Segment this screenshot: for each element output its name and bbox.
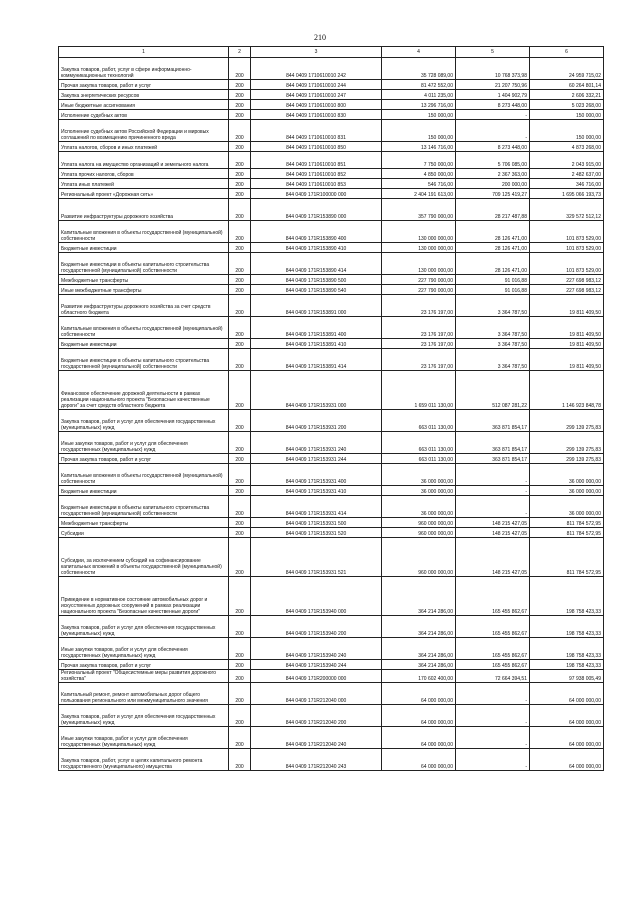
- cell-classification-code: 844 0409 1710610010 244: [251, 80, 382, 90]
- cell-classification-code: 844 0409 171R153940 200: [251, 616, 382, 638]
- cell-unexecuted-amount: 1 695 066 193,73: [530, 189, 604, 199]
- table-row: [59, 577, 604, 616]
- table-row: [59, 528, 604, 538]
- table-row: [59, 496, 604, 518]
- budget-execution-table: [58, 46, 604, 771]
- cell-approved-amount: 36 000 000,00: [382, 464, 456, 486]
- cell-name: Уплата налогов, сборов и иных платежей: [59, 142, 229, 152]
- cell-name: Бюджетные инвестиции: [59, 339, 229, 349]
- cell-line-code: 200: [229, 749, 251, 771]
- cell-unexecuted-amount: 299 139 275,83: [530, 454, 604, 464]
- cell-executed-amount: -: [456, 464, 530, 486]
- cell-line-code: 200: [229, 705, 251, 727]
- cell-line-code: 200: [229, 275, 251, 285]
- cell-name: Прочая закупка товаров, работ и услуг: [59, 80, 229, 90]
- cell-executed-amount: 72 664 394,51: [456, 670, 530, 683]
- cell-name: Субсидии, за исключением субсидий на софинансирование капитальных вложений в объекты государственной (муниципальной) собственности: [59, 538, 229, 577]
- cell-executed-amount: 28 217 487,88: [456, 199, 530, 221]
- cell-name: Межбюджетные трансферты: [59, 518, 229, 528]
- cell-classification-code: 844 0409 171R153931 244: [251, 454, 382, 464]
- cell-unexecuted-amount: 299 139 275,83: [530, 410, 604, 432]
- cell-unexecuted-amount: 811 784 572,95: [530, 518, 604, 528]
- cell-unexecuted-amount: 2 606 332,21: [530, 90, 604, 100]
- table-row: [59, 349, 604, 371]
- cell-line-code: 200: [229, 670, 251, 683]
- cell-approved-amount: 663 011 130,00: [382, 432, 456, 454]
- cell-name: Иные бюджетные ассигнования: [59, 100, 229, 110]
- cell-name: Иные закупки товаров, работ и услуг для обеспечения государственных (муниципальных) нужд: [59, 638, 229, 660]
- cell-line-code: 200: [229, 371, 251, 410]
- table-row: [59, 616, 604, 638]
- cell-executed-amount: 28 126 471,00: [456, 243, 530, 253]
- cell-name: Бюджетные инвестиции в объекты капитального строительства государственной (муниципальной) собственности: [59, 496, 229, 518]
- table-header-row: [59, 47, 604, 58]
- cell-executed-amount: 148 215 427,05: [456, 538, 530, 577]
- cell-approved-amount: 357 790 000,00: [382, 199, 456, 221]
- cell-line-code: 200: [229, 90, 251, 100]
- table-row: [59, 100, 604, 110]
- cell-name: Иные закупки товаров, работ и услуг для обеспечения государственных (муниципальных) нужд: [59, 432, 229, 454]
- cell-classification-code: 844 0409 171R153890 400: [251, 221, 382, 243]
- cell-classification-code: 844 0409 1710610010 800: [251, 100, 382, 110]
- cell-line-code: 200: [229, 179, 251, 189]
- cell-unexecuted-amount: 150 000,00: [530, 110, 604, 120]
- cell-line-code: 200: [229, 410, 251, 432]
- cell-name: Межбюджетные трансферты: [59, 275, 229, 285]
- column-header-1: 1: [59, 47, 229, 58]
- column-header-6: 6: [530, 47, 604, 58]
- cell-executed-amount: 28 126 471,00: [456, 253, 530, 275]
- table-row: [59, 110, 604, 120]
- cell-executed-amount: 709 125 419,27: [456, 189, 530, 199]
- cell-unexecuted-amount: 36 000 000,00: [530, 486, 604, 496]
- cell-approved-amount: 81 472 552,00: [382, 80, 456, 90]
- cell-approved-amount: 960 000 000,00: [382, 518, 456, 528]
- cell-name: Прочая закупка товаров, работ и услуг: [59, 454, 229, 464]
- table-row: [59, 464, 604, 486]
- cell-unexecuted-amount: 36 000 000,00: [530, 496, 604, 518]
- cell-name: Закупка энергетических ресурсов: [59, 90, 229, 100]
- cell-approved-amount: 364 214 286,00: [382, 660, 456, 670]
- cell-executed-amount: 200 000,00: [456, 179, 530, 189]
- cell-name: Закупка товаров, работ и услуг для обеспечения государственных (муниципальных) нужд: [59, 616, 229, 638]
- cell-line-code: 200: [229, 189, 251, 199]
- cell-approved-amount: 364 214 286,00: [382, 577, 456, 616]
- cell-classification-code: 844 0409 171R153931 400: [251, 464, 382, 486]
- cell-unexecuted-amount: 299 139 275,83: [530, 432, 604, 454]
- cell-executed-amount: 3 364 787,50: [456, 339, 530, 349]
- cell-line-code: 200: [229, 518, 251, 528]
- cell-executed-amount: 3 364 787,50: [456, 349, 530, 371]
- table-row: [59, 221, 604, 243]
- cell-executed-amount: 91 016,88: [456, 285, 530, 295]
- cell-line-code: 200: [229, 683, 251, 705]
- cell-executed-amount: 3 364 787,50: [456, 295, 530, 317]
- cell-approved-amount: 1 659 011 130,00: [382, 371, 456, 410]
- cell-unexecuted-amount: 19 811 409,50: [530, 349, 604, 371]
- cell-classification-code: 844 0409 171R153891 400: [251, 317, 382, 339]
- cell-unexecuted-amount: 329 572 512,12: [530, 199, 604, 221]
- cell-name: Закупка товаров, работ и услуг для обеспечения государственных (муниципальных) нужд: [59, 705, 229, 727]
- cell-classification-code: 844 0409 1710610010 831: [251, 120, 382, 142]
- cell-line-code: 200: [229, 727, 251, 749]
- cell-unexecuted-amount: 4 873 268,00: [530, 142, 604, 152]
- cell-approved-amount: 130 000 000,00: [382, 243, 456, 253]
- cell-unexecuted-amount: 19 811 409,50: [530, 317, 604, 339]
- table-row: [59, 169, 604, 179]
- table-row: [59, 486, 604, 496]
- cell-approved-amount: 546 716,00: [382, 179, 456, 189]
- cell-name: Бюджетные инвестиции в объекты капитального строительства государственной (муниципальной) собственности: [59, 349, 229, 371]
- cell-approved-amount: 364 214 286,00: [382, 616, 456, 638]
- table-row: [59, 454, 604, 464]
- page-number: 210: [314, 33, 326, 42]
- cell-unexecuted-amount: 19 811 409,50: [530, 295, 604, 317]
- cell-classification-code: 844 0409 171R153890 540: [251, 285, 382, 295]
- cell-approved-amount: 364 214 286,00: [382, 638, 456, 660]
- cell-executed-amount: -: [456, 683, 530, 705]
- cell-line-code: 200: [229, 80, 251, 90]
- cell-name: Капитальные вложения в объекты государственной (муниципальной) собственности: [59, 317, 229, 339]
- cell-classification-code: 844 0409 171R212040 243: [251, 749, 382, 771]
- cell-executed-amount: 165 455 862,67: [456, 616, 530, 638]
- cell-name: Исполнение судебных актов: [59, 110, 229, 120]
- cell-approved-amount: 150 000,00: [382, 110, 456, 120]
- cell-unexecuted-amount: 150 000,00: [530, 120, 604, 142]
- cell-unexecuted-amount: 198 758 423,33: [530, 577, 604, 616]
- cell-executed-amount: -: [456, 749, 530, 771]
- cell-approved-amount: 150 000,00: [382, 120, 456, 142]
- cell-executed-amount: 165 455 862,67: [456, 660, 530, 670]
- cell-classification-code: 844 0409 171R100000 000: [251, 189, 382, 199]
- cell-line-code: 200: [229, 660, 251, 670]
- cell-classification-code: 844 0409 1710610010 850: [251, 142, 382, 152]
- cell-executed-amount: -: [456, 496, 530, 518]
- cell-classification-code: 844 0409 171R153931 521: [251, 538, 382, 577]
- cell-name: Бюджетные инвестиции: [59, 243, 229, 253]
- cell-line-code: 200: [229, 285, 251, 295]
- cell-approved-amount: 64 000 000,00: [382, 749, 456, 771]
- table-row: [59, 199, 604, 221]
- cell-unexecuted-amount: 60 264 801,14: [530, 80, 604, 90]
- table-row: [59, 189, 604, 199]
- cell-classification-code: 844 0409 171R153940 244: [251, 660, 382, 670]
- cell-executed-amount: 165 455 862,67: [456, 638, 530, 660]
- cell-unexecuted-amount: 64 000 000,00: [530, 705, 604, 727]
- cell-approved-amount: 64 000 000,00: [382, 683, 456, 705]
- cell-executed-amount: 363 871 854,17: [456, 432, 530, 454]
- cell-approved-amount: 23 176 197,00: [382, 317, 456, 339]
- cell-executed-amount: 8 273 448,00: [456, 100, 530, 110]
- cell-line-code: 200: [229, 58, 251, 80]
- cell-unexecuted-amount: 5 023 268,00: [530, 100, 604, 110]
- cell-classification-code: 844 0409 171R153931 520: [251, 528, 382, 538]
- cell-line-code: 200: [229, 339, 251, 349]
- cell-line-code: 200: [229, 349, 251, 371]
- cell-unexecuted-amount: 64 000 000,00: [530, 727, 604, 749]
- cell-executed-amount: 3 364 787,50: [456, 317, 530, 339]
- cell-executed-amount: 28 126 471,00: [456, 221, 530, 243]
- table-row: [59, 58, 604, 80]
- cell-name: Закупка товаров, работ, услуг в целях капитального ремонта государственного (муниципального) имущества: [59, 749, 229, 771]
- cell-line-code: 200: [229, 432, 251, 454]
- cell-unexecuted-amount: 101 873 529,00: [530, 243, 604, 253]
- cell-name: Развитие инфраструктуры дорожного хозяйства за счет средств областного бюджета: [59, 295, 229, 317]
- column-header-2: 2: [229, 47, 251, 58]
- cell-classification-code: 844 0409 171R212040 000: [251, 683, 382, 705]
- cell-unexecuted-amount: 811 784 572,95: [530, 528, 604, 538]
- column-header-3: 3: [251, 47, 382, 58]
- cell-approved-amount: 663 011 130,00: [382, 410, 456, 432]
- cell-unexecuted-amount: 198 758 423,33: [530, 638, 604, 660]
- cell-executed-amount: 2 367 363,00: [456, 169, 530, 179]
- cell-unexecuted-amount: 24 959 715,02: [530, 58, 604, 80]
- cell-line-code: 200: [229, 100, 251, 110]
- cell-name: Развитие инфраструктуры дорожного хозяйства: [59, 199, 229, 221]
- cell-executed-amount: 21 207 750,96: [456, 80, 530, 90]
- cell-approved-amount: 13 146 716,00: [382, 142, 456, 152]
- cell-classification-code: 844 0409 171R153931 414: [251, 496, 382, 518]
- cell-approved-amount: 130 000 000,00: [382, 221, 456, 243]
- cell-name: Региональный проект «Дорожная сеть»: [59, 189, 229, 199]
- cell-approved-amount: 227 790 000,00: [382, 285, 456, 295]
- cell-classification-code: 844 0409 171R153931 200: [251, 410, 382, 432]
- cell-line-code: 200: [229, 538, 251, 577]
- cell-unexecuted-amount: 227 698 983,12: [530, 285, 604, 295]
- cell-line-code: 200: [229, 221, 251, 243]
- cell-name: Иные закупки товаров, работ и услуг для обеспечения государственных (муниципальных) нужд: [59, 727, 229, 749]
- cell-classification-code: 844 0409 1710610010 853: [251, 179, 382, 189]
- cell-classification-code: 844 0409 171R153940 000: [251, 577, 382, 616]
- cell-line-code: 200: [229, 110, 251, 120]
- cell-unexecuted-amount: 346 716,00: [530, 179, 604, 189]
- table-row: [59, 705, 604, 727]
- cell-line-code: 200: [229, 152, 251, 169]
- cell-approved-amount: 36 000 000,00: [382, 486, 456, 496]
- cell-classification-code: 844 0409 1710610010 242: [251, 58, 382, 80]
- cell-executed-amount: 10 768 373,98: [456, 58, 530, 80]
- cell-approved-amount: 960 000 000,00: [382, 538, 456, 577]
- cell-name: Иные межбюджетные трансферты: [59, 285, 229, 295]
- cell-approved-amount: 35 728 089,00: [382, 58, 456, 80]
- cell-classification-code: 844 0409 171R153891 410: [251, 339, 382, 349]
- cell-line-code: 200: [229, 486, 251, 496]
- cell-unexecuted-amount: 1 146 923 848,78: [530, 371, 604, 410]
- cell-approved-amount: 130 000 000,00: [382, 253, 456, 275]
- table-row: [59, 152, 604, 169]
- cell-unexecuted-amount: 2 482 637,00: [530, 169, 604, 179]
- cell-executed-amount: 363 871 854,17: [456, 410, 530, 432]
- cell-approved-amount: 663 011 130,00: [382, 454, 456, 464]
- cell-name: Капитальные вложения в объекты государственной (муниципальной) собственности: [59, 221, 229, 243]
- table-row: [59, 538, 604, 577]
- cell-executed-amount: 8 273 448,00: [456, 142, 530, 152]
- cell-classification-code: 844 0409 171R153931 240: [251, 432, 382, 454]
- cell-executed-amount: 1 404 902,79: [456, 90, 530, 100]
- cell-classification-code: 844 0409 171R153891 000: [251, 295, 382, 317]
- cell-classification-code: 844 0409 171R153891 414: [251, 349, 382, 371]
- cell-classification-code: 844 0409 1710610010 852: [251, 169, 382, 179]
- cell-line-code: 200: [229, 638, 251, 660]
- cell-line-code: 200: [229, 317, 251, 339]
- table-row: [59, 410, 604, 432]
- cell-approved-amount: 227 790 000,00: [382, 275, 456, 285]
- cell-classification-code: 844 0409 171R153890 500: [251, 275, 382, 285]
- cell-name: Приведение в нормативное состояние автомобильных дорог и искусственных дорожных сооружений в рамках реализации национального проекта "Безопасные качественные дороги": [59, 577, 229, 616]
- cell-unexecuted-amount: 97 938 005,49: [530, 670, 604, 683]
- cell-classification-code: 844 0409 171R153890 410: [251, 243, 382, 253]
- cell-unexecuted-amount: 36 000 000,00: [530, 464, 604, 486]
- cell-approved-amount: 64 000 000,00: [382, 727, 456, 749]
- cell-unexecuted-amount: 64 000 000,00: [530, 683, 604, 705]
- cell-approved-amount: 23 176 197,00: [382, 295, 456, 317]
- cell-unexecuted-amount: 811 784 572,95: [530, 538, 604, 577]
- cell-executed-amount: 148 215 427,05: [456, 528, 530, 538]
- cell-unexecuted-amount: 198 758 423,33: [530, 660, 604, 670]
- table-row: [59, 518, 604, 528]
- cell-line-code: 200: [229, 496, 251, 518]
- cell-unexecuted-amount: 227 698 983,12: [530, 275, 604, 285]
- cell-executed-amount: 5 706 085,00: [456, 152, 530, 169]
- table-row: [59, 432, 604, 454]
- table-row: [59, 317, 604, 339]
- table-row: [59, 285, 604, 295]
- cell-executed-amount: 148 215 427,05: [456, 518, 530, 528]
- cell-classification-code: 844 0409 171R153931 410: [251, 486, 382, 496]
- table-row: [59, 120, 604, 142]
- cell-executed-amount: -: [456, 110, 530, 120]
- cell-approved-amount: 7 750 000,00: [382, 152, 456, 169]
- table-row: [59, 339, 604, 349]
- cell-classification-code: 844 0409 171R153931 500: [251, 518, 382, 528]
- cell-name: Субсидии: [59, 528, 229, 538]
- cell-approved-amount: 23 176 197,00: [382, 339, 456, 349]
- table-row: [59, 670, 604, 683]
- cell-classification-code: 844 0409 1710610010 851: [251, 152, 382, 169]
- table-row: [59, 683, 604, 705]
- cell-line-code: 200: [229, 120, 251, 142]
- table-row: [59, 142, 604, 152]
- cell-line-code: 200: [229, 253, 251, 275]
- cell-unexecuted-amount: 101 873 529,00: [530, 221, 604, 243]
- cell-approved-amount: 4 850 000,00: [382, 169, 456, 179]
- table-row: [59, 295, 604, 317]
- cell-line-code: 200: [229, 577, 251, 616]
- cell-name: Уплата налога на имущество организаций и земельного налога: [59, 152, 229, 169]
- cell-name: Капитальный ремонт, ремонт автомобильных дорог общего пользования регионального или межмуниципального значения: [59, 683, 229, 705]
- cell-executed-amount: 91 016,88: [456, 275, 530, 285]
- cell-approved-amount: 170 602 400,00: [382, 670, 456, 683]
- cell-unexecuted-amount: 198 758 423,33: [530, 616, 604, 638]
- cell-executed-amount: 363 871 854,17: [456, 454, 530, 464]
- cell-name: Бюджетные инвестиции в объекты капитального строительства государственной (муниципальной) собственности: [59, 253, 229, 275]
- cell-line-code: 200: [229, 199, 251, 221]
- cell-classification-code: 844 0409 1710610010 830: [251, 110, 382, 120]
- cell-classification-code: 844 0409 171R212040 200: [251, 705, 382, 727]
- table-row: [59, 371, 604, 410]
- cell-executed-amount: -: [456, 120, 530, 142]
- cell-name: Финансовое обеспечение дорожной деятельности в рамках реализации национального проекта "Безопасные качественные дороги" за счет средств областного бюджета: [59, 371, 229, 410]
- cell-classification-code: 844 0409 171R153940 240: [251, 638, 382, 660]
- table-row: [59, 727, 604, 749]
- cell-approved-amount: 4 011 235,00: [382, 90, 456, 100]
- table-row: [59, 253, 604, 275]
- cell-line-code: 200: [229, 616, 251, 638]
- cell-line-code: 200: [229, 295, 251, 317]
- cell-unexecuted-amount: 19 811 409,50: [530, 339, 604, 349]
- cell-executed-amount: -: [456, 705, 530, 727]
- cell-classification-code: 844 0409 171R153890 000: [251, 199, 382, 221]
- table-row: [59, 179, 604, 189]
- cell-executed-amount: -: [456, 727, 530, 749]
- table-row: [59, 638, 604, 660]
- cell-approved-amount: 13 296 716,00: [382, 100, 456, 110]
- cell-unexecuted-amount: 2 043 915,00: [530, 152, 604, 169]
- column-header-5: 5: [456, 47, 530, 58]
- table-row: [59, 80, 604, 90]
- cell-line-code: 200: [229, 142, 251, 152]
- table-row: [59, 749, 604, 771]
- cell-approved-amount: 23 176 197,00: [382, 349, 456, 371]
- column-header-4: 4: [382, 47, 456, 58]
- cell-line-code: 200: [229, 169, 251, 179]
- cell-line-code: 200: [229, 528, 251, 538]
- table-row: [59, 243, 604, 253]
- cell-name: Капитальные вложения в объекты государственной (муниципальной) собственности: [59, 464, 229, 486]
- table-row: [59, 660, 604, 670]
- cell-line-code: 200: [229, 243, 251, 253]
- cell-name: Бюджетные инвестиции: [59, 486, 229, 496]
- cell-classification-code: 844 0409 171R212040 240: [251, 727, 382, 749]
- cell-name: Уплата прочих налогов, сборов: [59, 169, 229, 179]
- cell-approved-amount: 36 000 000,00: [382, 496, 456, 518]
- cell-classification-code: 844 0409 171R153931 000: [251, 371, 382, 410]
- cell-executed-amount: 512 087 281,22: [456, 371, 530, 410]
- cell-executed-amount: -: [456, 486, 530, 496]
- cell-classification-code: 844 0409 171R200000 000: [251, 670, 382, 683]
- cell-unexecuted-amount: 64 000 000,00: [530, 749, 604, 771]
- cell-approved-amount: 2 404 191 613,00: [382, 189, 456, 199]
- cell-approved-amount: 64 000 000,00: [382, 705, 456, 727]
- cell-line-code: 200: [229, 454, 251, 464]
- cell-classification-code: 844 0409 171R153890 414: [251, 253, 382, 275]
- cell-name: Уплата иных платежей: [59, 179, 229, 189]
- cell-name: Региональный проект "Общесистемные меры развития дорожного хозяйства": [59, 670, 229, 683]
- cell-name: Закупка товаров, работ и услуг для обеспечения государственных (муниципальных) нужд: [59, 410, 229, 432]
- cell-name: Закупка товаров, работ, услуг в сфере информационно-коммуникационных технологий: [59, 58, 229, 80]
- cell-name: Исполнение судебных актов Российской Федерации и мировых соглашений по возмещению причиненного вреда: [59, 120, 229, 142]
- table-row: [59, 275, 604, 285]
- cell-classification-code: 844 0409 1710610010 247: [251, 90, 382, 100]
- table-row: [59, 90, 604, 100]
- cell-name: Прочая закупка товаров, работ и услуг: [59, 660, 229, 670]
- cell-unexecuted-amount: 101 873 529,00: [530, 253, 604, 275]
- cell-executed-amount: 165 455 862,67: [456, 577, 530, 616]
- cell-line-code: 200: [229, 464, 251, 486]
- cell-approved-amount: 960 000 000,00: [382, 528, 456, 538]
